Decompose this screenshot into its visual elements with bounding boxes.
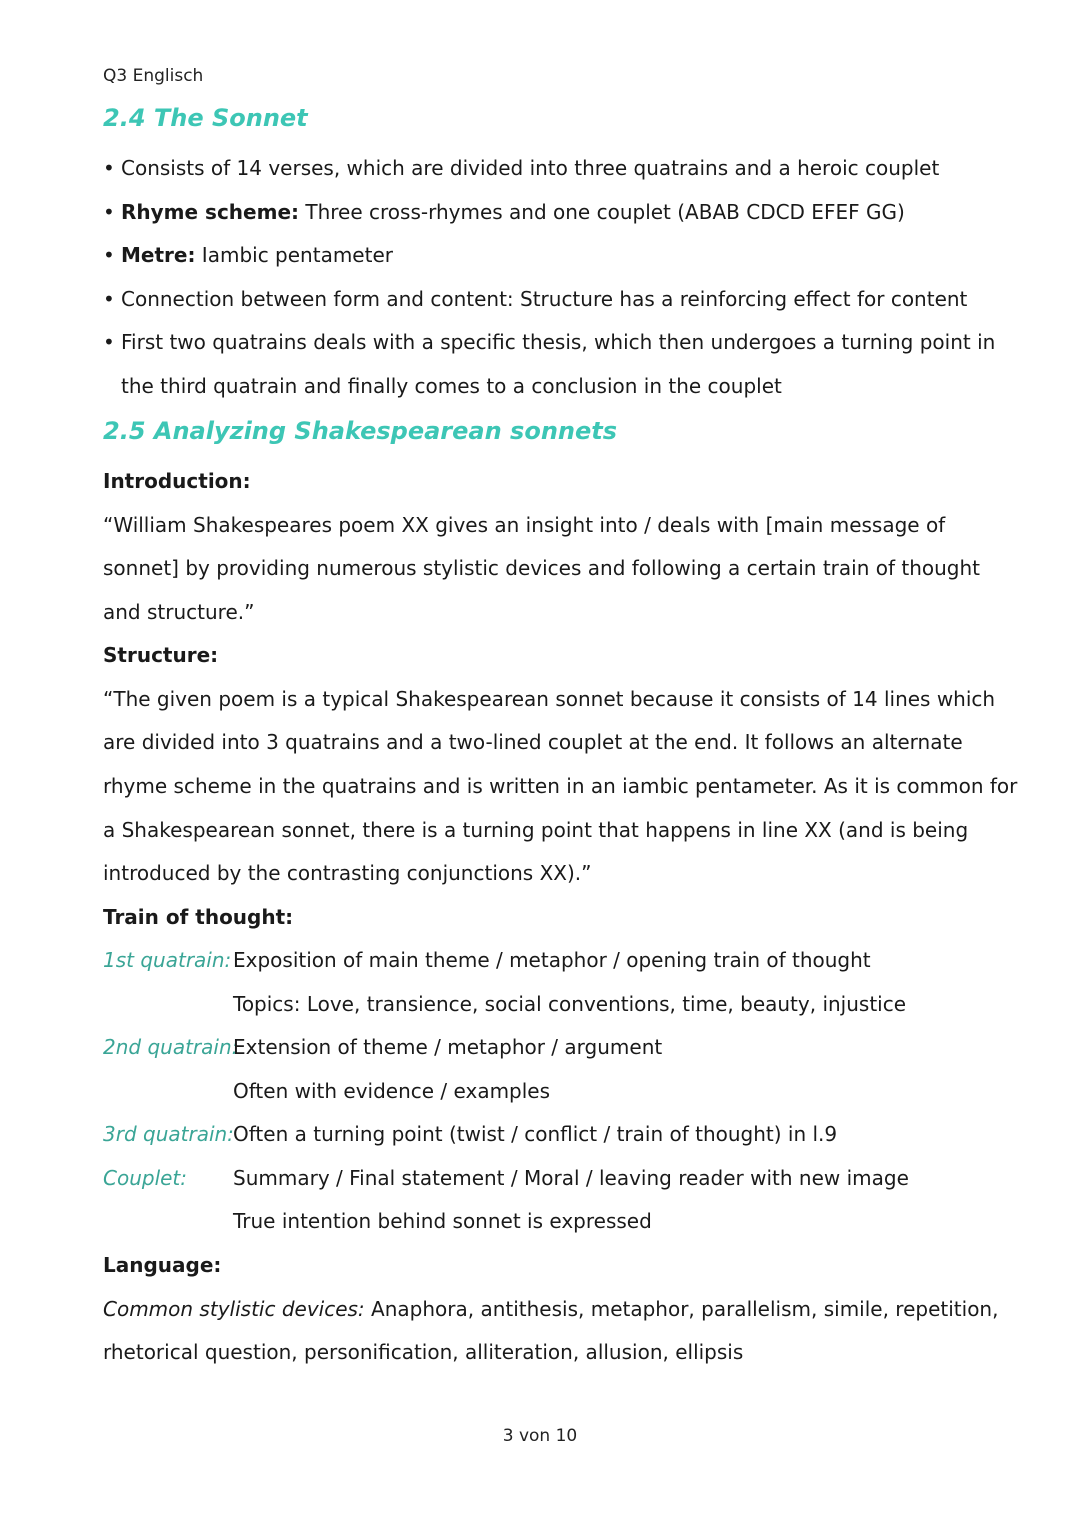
introduction-line: sonnet] by providing numerous stylistic devices and following a certain train of thought	[103, 556, 981, 580]
bullet-item	[103, 199, 905, 225]
bullet-text: Connection between form and content: Structure has a reinforcing effect for content	[121, 287, 968, 311]
quatrain-text: Topics: Love, transience, social conventions, time, beauty, injustice	[233, 992, 907, 1016]
quatrain-text: Often with evidence / examples	[233, 1079, 551, 1103]
bullet-icon: •	[103, 243, 115, 267]
bullet-item	[103, 329, 995, 355]
bullet-label: Metre:	[121, 243, 196, 267]
structure-line: introduced by the contrasting conjunctions XX).”	[103, 861, 592, 885]
bullet-text: Three cross-rhymes and one couplet (ABAB CDCD EFEF GG)	[299, 200, 905, 224]
bullet-icon: •	[103, 156, 115, 180]
bullet-icon: •	[103, 200, 115, 224]
language-line: rhetorical question, personification, alliteration, allusion, ellipsis	[103, 1340, 744, 1364]
bullet-label: Rhyme scheme:	[121, 200, 300, 224]
quatrain-text: Often a turning point (twist / conflict / train of thought) in l.9	[233, 1122, 838, 1146]
language-devices: Anaphora, antithesis, metaphor, parallelism, simile, repetition,	[364, 1297, 999, 1321]
language-line	[103, 1296, 998, 1322]
structure-heading: Structure:	[103, 643, 219, 667]
bullet-continuation: the third quatrain and finally comes to a conclusion in the couplet	[121, 374, 782, 398]
structure-line: are divided into 3 quatrains and a two-lined couplet at the end. It follows an alternate	[103, 730, 963, 754]
bullet-item	[103, 286, 967, 312]
bullet-icon: •	[103, 287, 115, 311]
structure-line: rhyme scheme in the quatrains and is written in an iambic pentameter. As it is common for	[103, 774, 1018, 798]
couplet-text: Summary / Final statement / Moral / leaving reader with new image	[233, 1166, 909, 1190]
structure-line: a Shakespearean sonnet, there is a turning point that happens in line XX (and is being	[103, 818, 969, 842]
language-lead: Common stylistic devices:	[103, 1297, 365, 1321]
bullet-item	[103, 242, 393, 268]
heading-analyzing-sonnets: 2.5 Analyzing Shakespearean sonnets	[103, 417, 618, 445]
quatrain-text: Exposition of main theme / metaphor / opening train of thought	[233, 948, 871, 972]
page-number: 3 von 10	[502, 1426, 578, 1446]
quatrain-label: 2nd quatrain:	[103, 1035, 239, 1059]
quatrain-text: Extension of theme / metaphor / argument	[233, 1035, 663, 1059]
quatrain-label: 3rd quatrain:	[103, 1122, 234, 1146]
introduction-line: and structure.”	[103, 600, 255, 624]
bullet-text: Consists of 14 verses, which are divided into three quatrains and a heroic couplet	[121, 156, 940, 180]
bullet-text: First two quatrains deals with a specific thesis, which then undergoes a turning point in	[121, 330, 996, 354]
bullet-icon: •	[103, 330, 115, 354]
introduction-line: “William Shakespeares poem XX gives an insight into / deals with [main message of	[103, 513, 946, 537]
language-heading: Language:	[103, 1253, 222, 1277]
couplet-text: True intention behind sonnet is expressed	[233, 1209, 652, 1233]
couplet-label: Couplet:	[103, 1166, 188, 1190]
quatrain-label: 1st quatrain:	[103, 948, 232, 972]
page-header: Q3 Englisch	[103, 66, 204, 86]
bullet-item	[103, 155, 939, 181]
heading-the-sonnet: 2.4 The Sonnet	[103, 104, 308, 132]
introduction-heading: Introduction:	[103, 469, 251, 493]
bullet-text: Iambic pentameter	[195, 243, 393, 267]
structure-line: “The given poem is a typical Shakespearean sonnet because it consists of 14 lines which	[103, 687, 996, 711]
train-heading: Train of thought:	[103, 905, 294, 929]
